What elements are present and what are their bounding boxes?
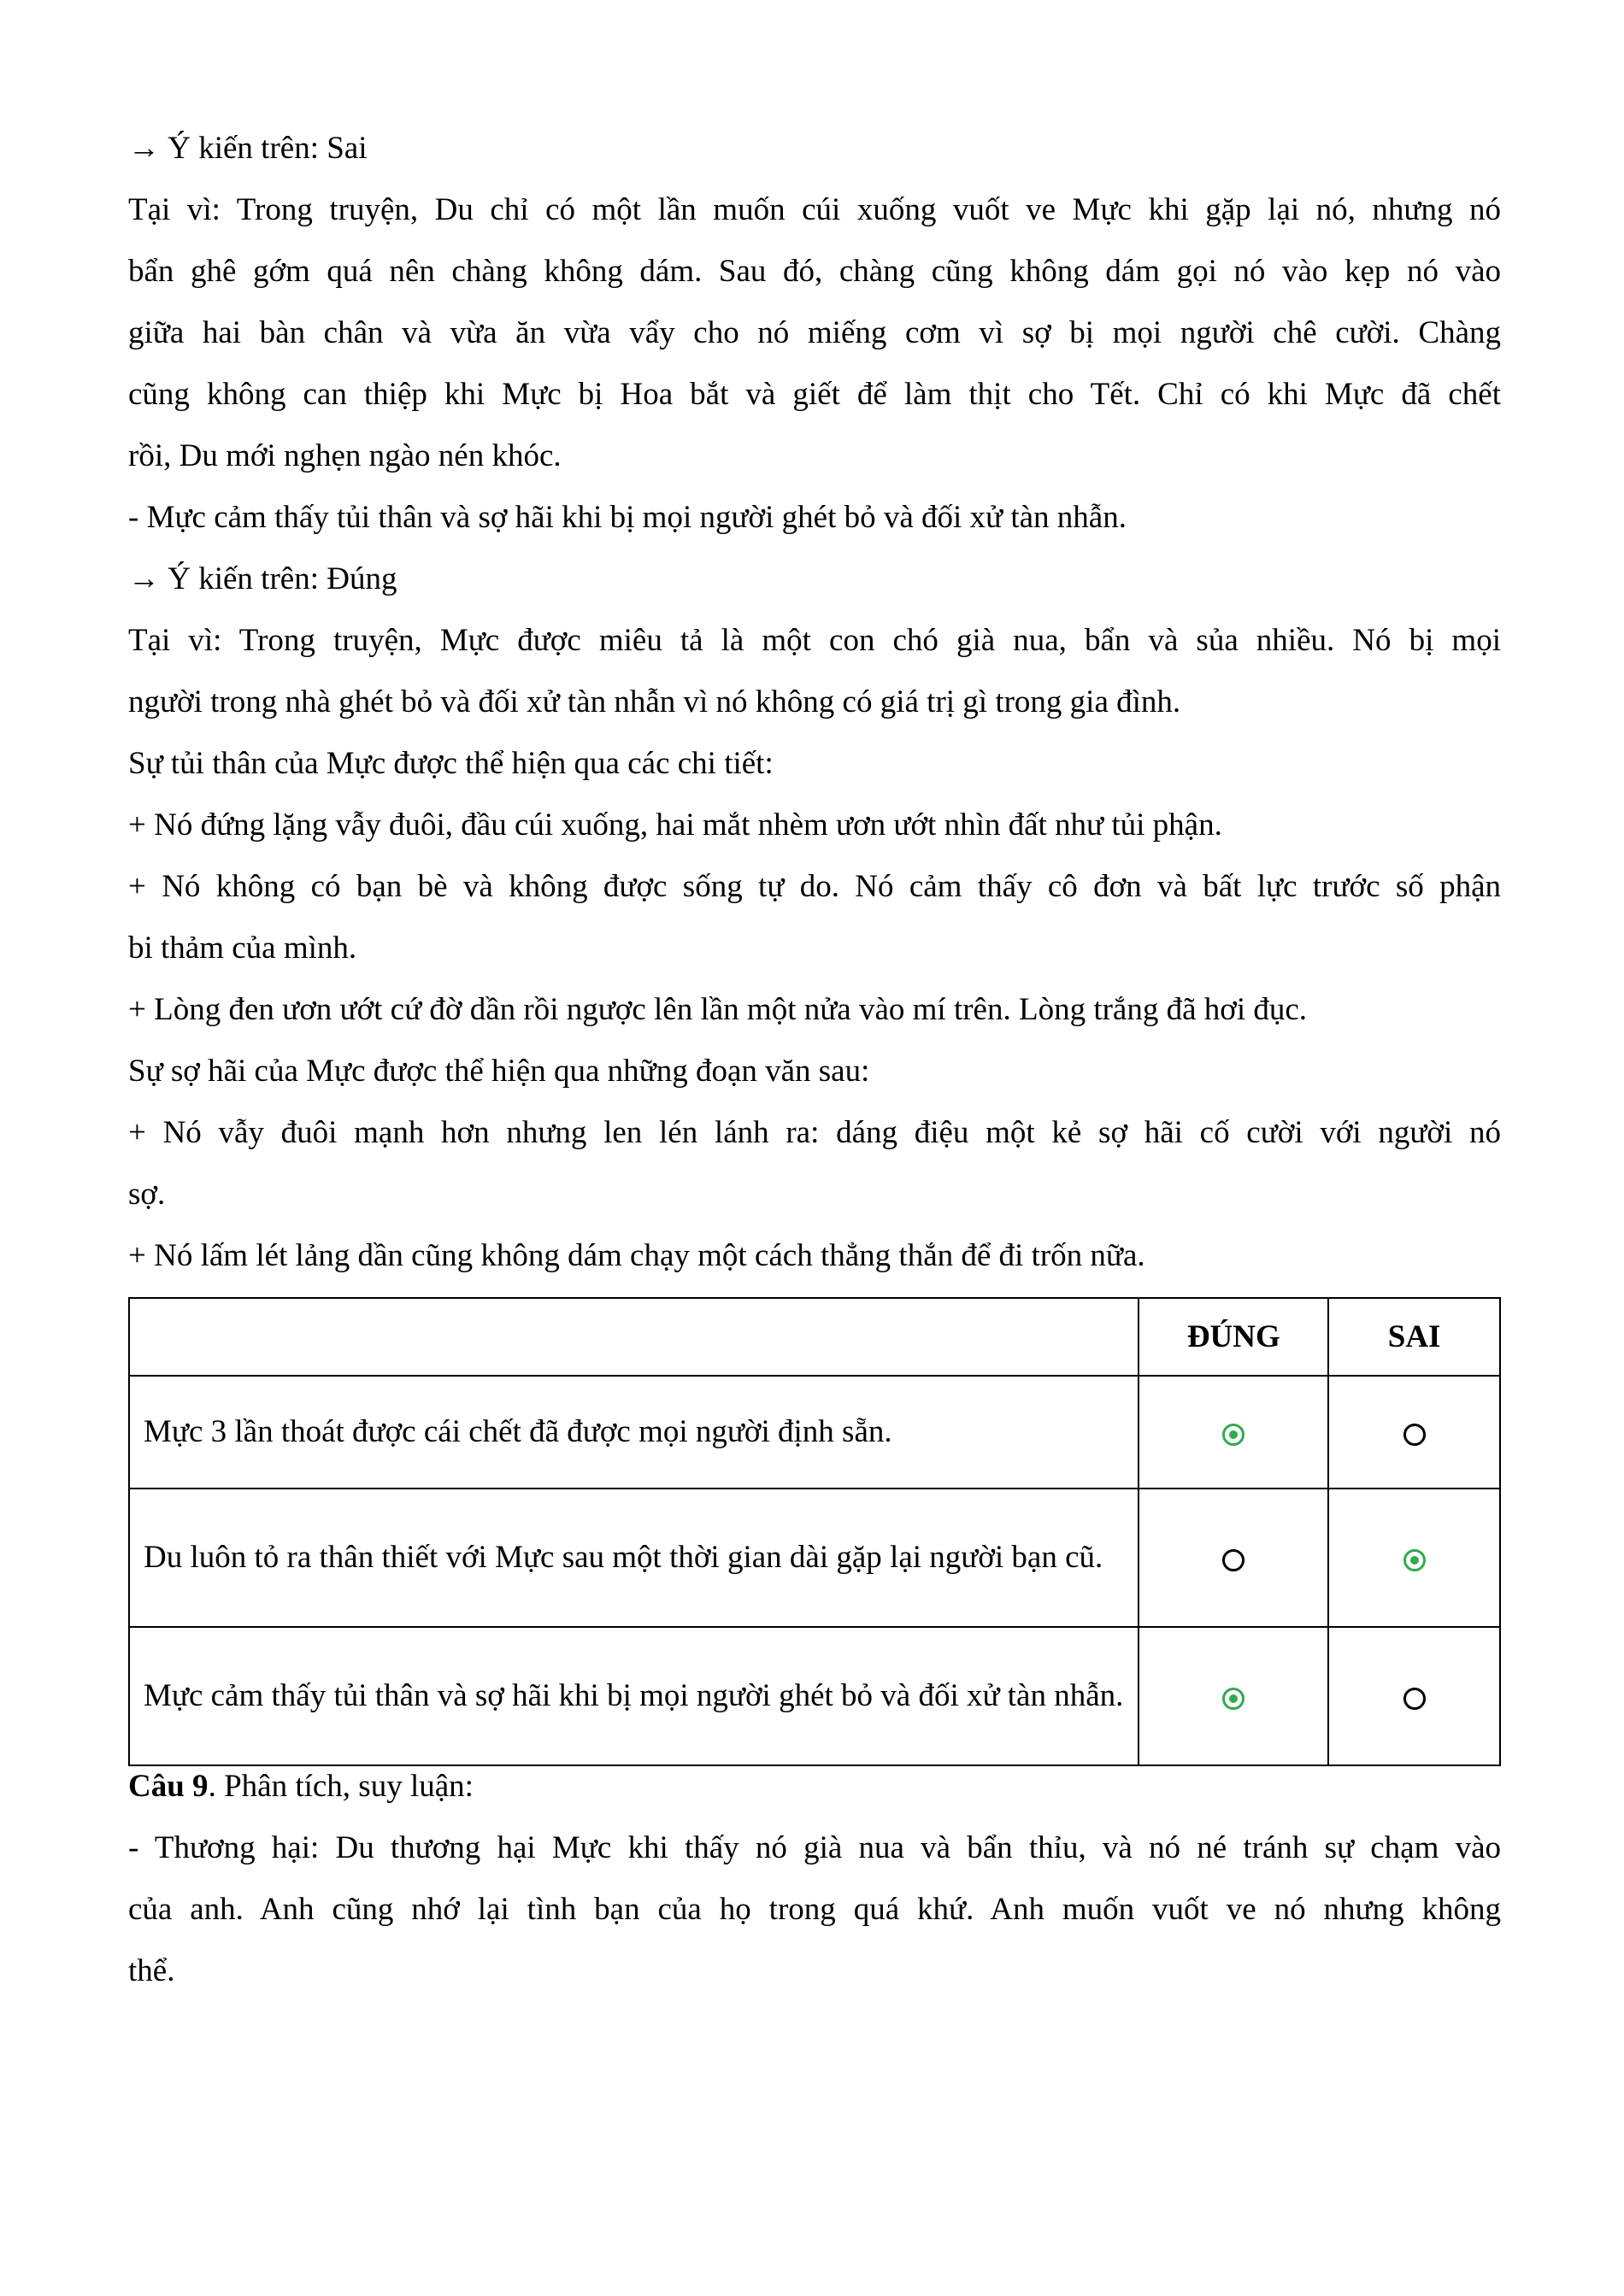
radio-unselected-icon[interactable] [1403,1424,1426,1446]
claim-line: - Mực cảm thấy tủi thân và sợ hãi khi bị mọi người ghét bỏ và đối xử tàn nhẫn. [128,500,1127,535]
bullet-line: + Nó đứng lặng vẫy đuôi, đầu cúi xuống, hai mắt nhèm ươn ướt nhìn đất như tủi phận. [128,807,1222,843]
table-header-row [129,1298,1500,1376]
bullet-line: + Nó không có bạn bè và không được sống tự do. Nó cảm thấy cô đơn và bất lực trước số phận [128,869,1501,904]
true-false-table [128,1297,1501,1766]
false-option-cell[interactable] [1328,1489,1500,1627]
statement-cell: Mực 3 lần thoát được cái chết đã được mọi người định sẵn. [129,1376,1139,1489]
paragraph-line: Tại vì: Trong truyện, Du chỉ có một lần muốn cúi xuống vuốt ve Mực khi gặp lại nó, nhưng nó [128,192,1501,227]
table-row [129,1627,1500,1765]
bullet-line: + Nó lấm lét lảng dần cũng không dám chạy một cách thẳng thắn để đi trốn nữa. [128,1238,1145,1273]
question-heading [128,1766,1501,1807]
paragraph-line: cũng không can thiệp khi Mực bị Hoa bắt và giết để làm thịt cho Tết. Chỉ có khi Mực đã chết [128,377,1501,412]
radio-selected-icon[interactable] [1222,1424,1244,1446]
paragraph-line: bẩn ghê gớm quá nên chàng không dám. Sau đó, chàng cũng không dám gọi nó vào kẹp nó vào [128,254,1501,289]
radio-unselected-icon[interactable] [1403,1688,1426,1710]
true-option-cell[interactable] [1139,1376,1328,1489]
table-row [129,1489,1500,1627]
answer-verdict-true: → Ý kiến trên: Đúng [128,561,397,596]
bullet-line: + Nó vẫy đuôi mạnh hơn nhưng len lén lánh ra: dáng điệu một kẻ sợ hãi cố cười với người nó [128,1115,1501,1150]
paragraph-line: sợ. [128,1177,166,1212]
question-number: Câu 9 [128,1769,209,1804]
radio-selected-icon[interactable] [1403,1549,1426,1571]
paragraph-line: rồi, Du mới nghẹn ngào nén khóc. [128,438,562,473]
false-option-cell[interactable] [1328,1376,1500,1489]
radio-unselected-icon[interactable] [1222,1549,1244,1571]
header-empty-cell [129,1298,1139,1376]
paragraph-line: người trong nhà ghét bỏ và đối xử tàn nhẫn vì nó không có giá trị gì trong gia đình. [128,684,1181,719]
paragraph-line: Sự sợ hãi của Mực được thể hiện qua những đoạn văn sau: [128,1054,870,1089]
paragraph-line: của anh. Anh cũng nhớ lại tình bạn của họ trong quá khứ. Anh muốn vuốt ve nó nhưng không [128,1892,1501,1927]
paragraph-line: thể. [128,1953,175,1988]
header-true: ĐÚNG [1139,1298,1328,1376]
statement-cell: Du luôn tỏ ra thân thiết với Mực sau một thời gian dài gặp lại người bạn cũ. [129,1489,1139,1627]
statement-cell: Mực cảm thấy tủi thân và sợ hãi khi bị mọi người ghét bỏ và đối xử tàn nhẫn. [129,1627,1139,1765]
answer-verdict-false: → Ý kiến trên: Sai [128,131,368,166]
paragraph-line: - Thương hại: Du thương hại Mực khi thấy nó già nua và bẩn thỉu, và nó né tránh sự chạm vào [128,1830,1501,1865]
paragraph-line: Sự tủi thân của Mực được thể hiện qua các chi tiết: [128,746,774,781]
bullet-line: + Lòng đen ươn ướt cứ đờ dần rồi ngược lên lần một nửa vào mí trên. Lòng trắng đã hơi đục. [128,992,1308,1027]
paragraph-line: bi thảm của mình. [128,931,357,966]
paragraph-line: Tại vì: Trong truyện, Mực được miêu tả là một con chó già nua, bẩn và sủa nhiều. Nó bị mọi [128,623,1501,658]
paragraph-line: giữa hai bàn chân và vừa ăn vừa vẩy cho nó miếng cơm vì sợ bị mọi người chê cười. Chàng [128,315,1501,350]
table-row [129,1376,1500,1489]
false-option-cell[interactable] [1328,1627,1500,1765]
radio-selected-icon[interactable] [1222,1688,1244,1710]
true-option-cell[interactable] [1139,1489,1328,1627]
true-option-cell[interactable] [1139,1627,1328,1765]
header-false: SAI [1328,1298,1500,1376]
question-title: . Phân tích, suy luận: [208,1769,474,1804]
